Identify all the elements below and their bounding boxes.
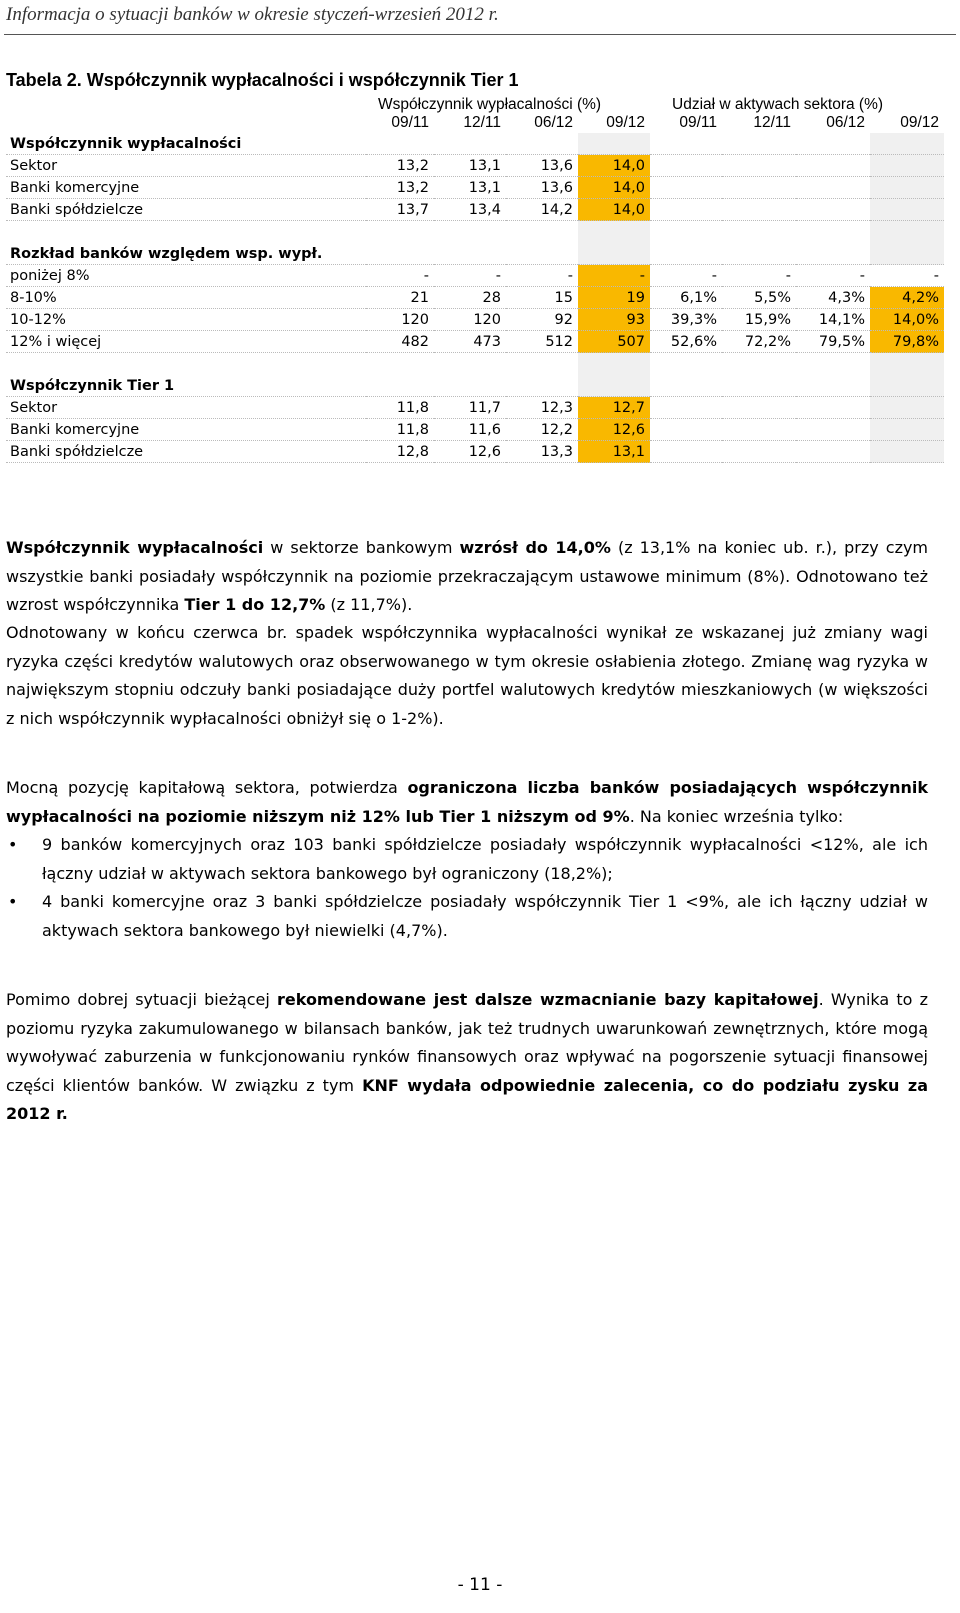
table-cell: 14,0 [578, 199, 650, 221]
table-cell [796, 353, 870, 376]
table-row [6, 265, 944, 287]
table-cell [870, 397, 944, 419]
table-cell: 11,6 [434, 419, 506, 441]
table-cell: 28 [434, 287, 506, 309]
table-cell [366, 375, 434, 397]
table-cell: - [796, 265, 870, 287]
table-cell [434, 243, 506, 265]
table-cell: 12,8 [366, 441, 434, 463]
table-cell [650, 397, 722, 419]
table-cell [366, 133, 434, 155]
row-label [6, 353, 366, 376]
table-cell [870, 199, 944, 221]
header-title: Informacja o sytuacji banków w okresie styczeń-wrzesień 2012 r. [6, 4, 499, 25]
table-cell [650, 155, 722, 177]
table-row [6, 155, 944, 177]
paragraph-risk-weights [6, 619, 928, 733]
table-row [6, 287, 944, 309]
row-label: Rozkład banków względem wsp. wypł. [6, 243, 366, 265]
table-cell [650, 375, 722, 397]
table-cell [796, 177, 870, 199]
row-label: 12% i więcej [6, 331, 366, 353]
table-cell [870, 221, 944, 244]
table-cell: 13,2 [366, 177, 434, 199]
table-cell [870, 177, 944, 199]
table-row [6, 309, 944, 331]
table-cell [722, 221, 796, 244]
text-run: Pomimo dobrej sytuacji bieżącej [6, 990, 277, 1009]
table-cell: 15 [506, 287, 578, 309]
page-number: - 11 - [457, 1575, 503, 1595]
table-cell [722, 353, 796, 376]
table-cell: 13,1 [434, 155, 506, 177]
table-cell [722, 397, 796, 419]
bold-text: rekomendowane jest dalsze wzmacnianie bazy kapitałowej [276, 990, 819, 1009]
table-row [6, 419, 944, 441]
row-label: Współczynnik wypłacalności [6, 133, 366, 155]
table-cell [650, 199, 722, 221]
text-run: Mocną pozycję kapitałową sektora, potwierdza [6, 778, 408, 797]
row-label: Sektor [6, 397, 366, 419]
table-cell [722, 133, 796, 155]
period-header-row [6, 112, 944, 133]
table-row [6, 441, 944, 463]
row-label: Sektor [6, 155, 366, 177]
table-cell [796, 221, 870, 244]
table-cell [366, 221, 434, 244]
table-cell: - [578, 265, 650, 287]
bullet-icon: • [8, 892, 18, 911]
section-row [6, 133, 944, 155]
table-cell: 12,7 [578, 397, 650, 419]
text-run: . Wynika to z poziomu ryzyka zakumulowanego w bilansach banków, jak też trudnych uwarunkowań zewnętrznych, które mogą wywoływać zaburzenia w funkcjonowaniu rynków finansowych oraz wpływać na pogorszenie sytuacji finansowej części klientów banków. W związku z tym [6, 990, 928, 1095]
table-cell [366, 243, 434, 265]
table-cell: - [722, 265, 796, 287]
table-cell: 15,9% [722, 309, 796, 331]
list-item [6, 888, 928, 945]
table-cell [796, 397, 870, 419]
table-cell [722, 155, 796, 177]
group-header-solvency: Współczynnik wypłacalności (%) [378, 96, 602, 113]
table-cell [578, 353, 650, 376]
table-cell [650, 419, 722, 441]
table-cell: 5,5% [722, 287, 796, 309]
table-cell: 473 [434, 331, 506, 353]
table-cell: - [434, 265, 506, 287]
table-cell [870, 353, 944, 376]
text-run: . Na koniec września tylko: [629, 806, 844, 826]
period-header: 06/12 [826, 113, 865, 131]
table-cell: 12,6 [434, 441, 506, 463]
table-cell: 13,7 [366, 199, 434, 221]
period-header: 12/11 [753, 113, 791, 131]
table-cell: 120 [434, 309, 506, 331]
table-cell: 13,6 [506, 155, 578, 177]
table-cell [796, 243, 870, 265]
text-run: (z 13,1% na koniec ub. r.), przy czym wszystkie banki posiadały współczynnik na poziomie przekraczającym ustawowe minimum (8%). Odnotowano też wzrost współczynnika [6, 538, 929, 614]
section-row [6, 375, 944, 397]
spacer-row [6, 221, 944, 244]
table-cell: 11,8 [366, 419, 434, 441]
table-row [6, 177, 944, 199]
table-cell: - [870, 265, 944, 287]
table-cell [650, 243, 722, 265]
list-item-text: 4 banki komercyjne oraz 3 banki spółdzielcze posiadały współczynnik Tier 1 <9%, ale ich łączny udział w aktywach sektora bankowego był niewielki (4,7%). [42, 892, 928, 940]
table-cell: 14,1% [796, 309, 870, 331]
table-title: Tabela 2. Współczynnik wypłacalności i współczynnik Tier 1 [6, 70, 519, 90]
table-cell: 6,1% [650, 287, 722, 309]
table-cell: 512 [506, 331, 578, 353]
table-cell: 14,0% [870, 309, 944, 331]
table-cell [722, 441, 796, 463]
table-cell: 79,5% [796, 331, 870, 353]
table-cell [870, 375, 944, 397]
text-run: (z 11,7%). [325, 595, 413, 614]
table-cell [578, 243, 650, 265]
table-cell [434, 353, 506, 376]
table-cell: 19 [578, 287, 650, 309]
row-label: Banki komercyjne [6, 419, 366, 441]
table-cell [578, 375, 650, 397]
table-cell [870, 419, 944, 441]
table-cell [434, 133, 506, 155]
header-rule [4, 34, 956, 35]
table-cell: 93 [578, 309, 650, 331]
paragraph-recommendation [6, 986, 928, 1129]
table-cell: 13,1 [578, 441, 650, 463]
table-cell: 21 [366, 287, 434, 309]
row-label: Banki spółdzielcze [6, 199, 366, 221]
period-header: 06/12 [534, 113, 573, 131]
table-cell [578, 221, 650, 244]
bullet-icon: • [8, 835, 18, 854]
section-row [6, 243, 944, 265]
table-cell [506, 221, 578, 244]
table-cell: 92 [506, 309, 578, 331]
table-cell: 507 [578, 331, 650, 353]
table-cell [870, 243, 944, 265]
table-cell [650, 221, 722, 244]
table-cell [506, 133, 578, 155]
table-cell [722, 243, 796, 265]
table-cell [434, 375, 506, 397]
group-header-assets-share: Udział w aktywach sektora (%) [672, 96, 884, 113]
paragraph-solvency [6, 534, 928, 620]
bold-text: ograniczona liczba banków posiadających współczynnik wypłacalności na poziomie niższym niż 12% lub Tier 1 niższym od 9% [6, 778, 929, 826]
table-row [6, 199, 944, 221]
paragraph-capital-position [6, 774, 928, 831]
table-cell [870, 441, 944, 463]
table-cell: 13,1 [434, 177, 506, 199]
table-cell [650, 441, 722, 463]
bold-text: Współczynnik wypłacalności [6, 538, 264, 557]
row-label [6, 221, 366, 244]
table-cell [366, 353, 434, 376]
row-label: 8-10% [6, 287, 366, 309]
table-cell [722, 419, 796, 441]
table-cell: 14,0 [578, 155, 650, 177]
table-cell: 120 [366, 309, 434, 331]
table-cell: 12,3 [506, 397, 578, 419]
period-header: 09/11 [391, 113, 429, 131]
period-header: 09/12 [606, 113, 645, 131]
period-header: 09/11 [679, 113, 717, 131]
table-cell [506, 243, 578, 265]
solvency-table [6, 112, 944, 463]
bullet-list [6, 831, 928, 945]
table-cell [650, 353, 722, 376]
table-cell: 11,7 [434, 397, 506, 419]
table-cell: 13,4 [434, 199, 506, 221]
table-cell: 11,8 [366, 397, 434, 419]
table-row [6, 397, 944, 419]
table-cell: 13,6 [506, 177, 578, 199]
table-cell [796, 155, 870, 177]
table-cell [796, 133, 870, 155]
period-header: 12/11 [463, 113, 501, 131]
table-cell: 4,3% [796, 287, 870, 309]
table-cell: 52,6% [650, 331, 722, 353]
table-cell [870, 133, 944, 155]
bold-text: wzrósł do 14,0% [459, 538, 611, 557]
row-label: Współczynnik Tier 1 [6, 375, 366, 397]
table-row [6, 331, 944, 353]
table-cell: 14,2 [506, 199, 578, 221]
table-cell [796, 441, 870, 463]
row-label: poniżej 8% [6, 265, 366, 287]
row-label: Banki komercyjne [6, 177, 366, 199]
bold-text: Tier 1 do 12,7% [184, 595, 326, 614]
table-cell [650, 133, 722, 155]
table-cell: 12,2 [506, 419, 578, 441]
table-cell: 13,3 [506, 441, 578, 463]
table-cell: 13,2 [366, 155, 434, 177]
table-cell: 39,3% [650, 309, 722, 331]
list-item [6, 831, 928, 888]
table-cell [434, 221, 506, 244]
table-cell: - [650, 265, 722, 287]
row-label: 10-12% [6, 309, 366, 331]
table-cell [650, 177, 722, 199]
table-cell [722, 177, 796, 199]
table-cell [796, 419, 870, 441]
table-cell: 4,2% [870, 287, 944, 309]
page-header [0, 0, 960, 52]
table-cell [578, 133, 650, 155]
text-run: Odnotowany w końcu czerwca br. spadek współczynnika wypłacalności wynikał ze wskazanej już zmiany wagi ryzyka części kredytów walutowych oraz obserwowanego w tym okresie osłabienia złotego. Zmianę wag ryzyka w największym stopniu odczuły banki posiadające duży portfel walutowych kredytów mieszkaniowych (w większości z nich współczynnik wypłacalności obniżył się o 1-2%). [6, 623, 928, 728]
list-item-text: 9 banków komercyjnych oraz 103 banki spółdzielcze posiadały współczynnik wypłacalności <12%, ale ich łączny udział w aktywach sektora bankowego był ograniczony (18,2%); [42, 835, 928, 883]
table-cell [506, 353, 578, 376]
table-cell [506, 375, 578, 397]
text-run: w sektorze bankowym [263, 538, 460, 557]
period-header: 09/12 [900, 113, 939, 131]
table-cell [870, 155, 944, 177]
table-cell [722, 375, 796, 397]
bold-text: KNF wydała odpowiednie zalecenia, co do podziału zysku za 2012 r. [6, 1075, 929, 1123]
header-spacer [6, 112, 366, 133]
table-cell [796, 199, 870, 221]
table-cell: 79,8% [870, 331, 944, 353]
table-cell: - [506, 265, 578, 287]
table-cell: 72,2% [722, 331, 796, 353]
table-cell: - [366, 265, 434, 287]
row-label: Banki spółdzielcze [6, 441, 366, 463]
spacer-row [6, 353, 944, 376]
table-cell: 14,0 [578, 177, 650, 199]
table-cell [722, 199, 796, 221]
table-cell: 482 [366, 331, 434, 353]
table-cell [796, 375, 870, 397]
table-cell: 12,6 [578, 419, 650, 441]
